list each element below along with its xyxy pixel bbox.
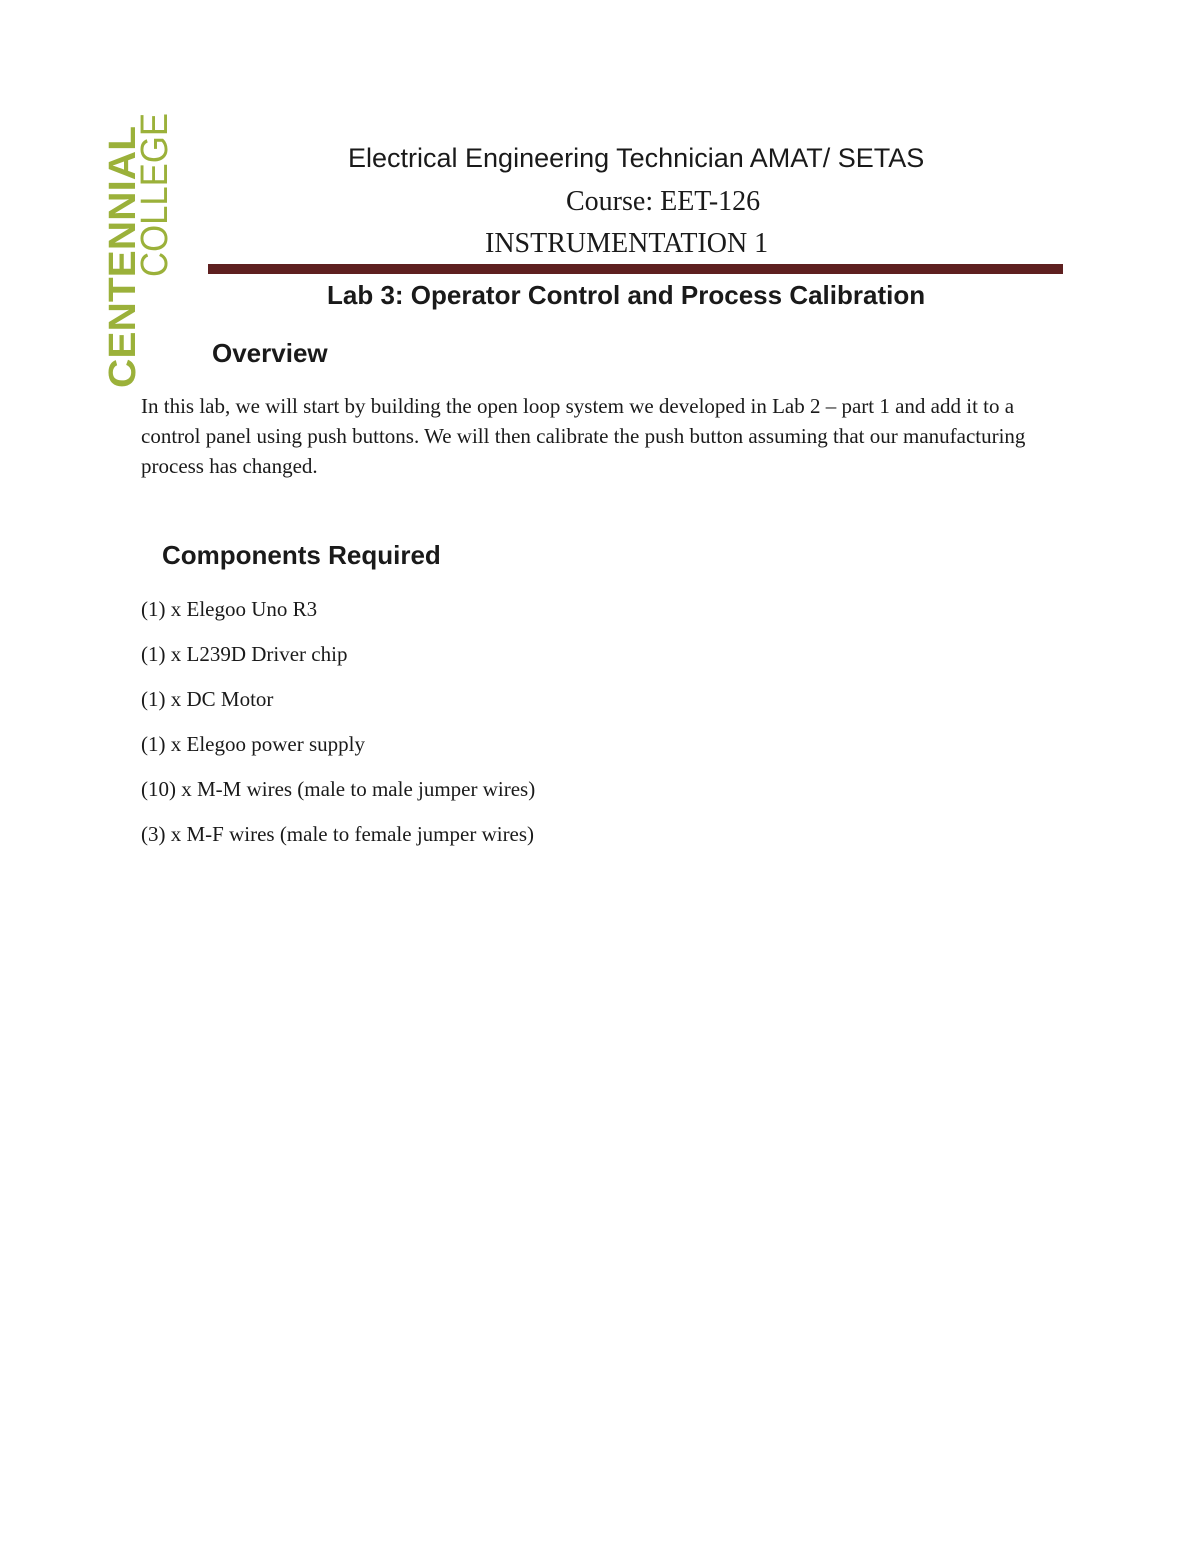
header-divider	[208, 264, 1063, 274]
course-code: Course: EET-126	[566, 186, 761, 217]
list-item: (1) x Elegoo power supply	[141, 732, 365, 756]
list-item: (1) x L239D Driver chip	[141, 642, 348, 666]
list-item: (1) x Elegoo Uno R3	[141, 597, 318, 621]
logo-college-text: COLLEGE	[134, 97, 176, 277]
components-list	[141, 594, 535, 864]
course-name: INSTRUMENTATION 1	[485, 228, 769, 259]
department-title: Electrical Engineering Technician AMAT/ SETAS	[348, 143, 925, 173]
college-logo-graphic	[0, 0, 200, 400]
overview-paragraph: In this lab, we will start by building the open loop system we developed in Lab 2 – part 1 and add it to a control panel using push buttons. We will then calibrate the push button assuming that our manufacturing process has changed.	[141, 394, 1026, 478]
college-logo	[0, 0, 200, 400]
lab-title: Lab 3: Operator Control and Process Calibration	[327, 280, 926, 310]
list-item: (3) x M-F wires (male to female jumper wires)	[141, 822, 535, 846]
list-item: (1) x DC Motor	[141, 687, 274, 711]
components-heading: Components Required	[162, 540, 441, 570]
logo-centennial-text: CENTENNIAL	[102, 143, 144, 388]
list-item: (10) x M-M wires (male to male jumper wires)	[141, 777, 536, 801]
overview-heading: Overview	[212, 338, 328, 368]
